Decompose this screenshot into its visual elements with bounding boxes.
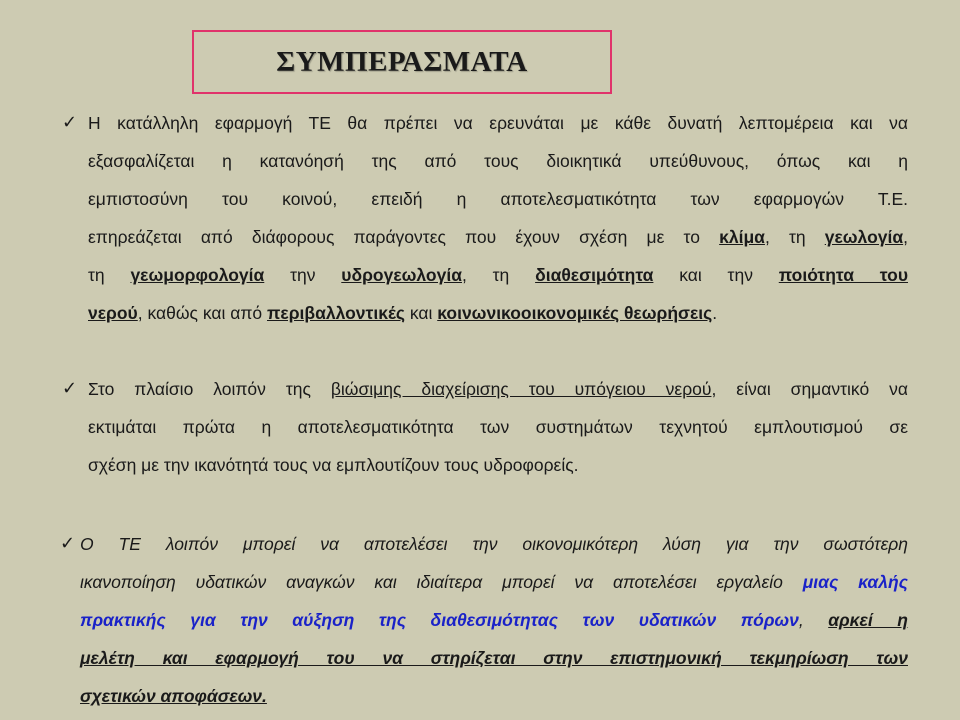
keyword-geologia: γεωλογία xyxy=(824,227,904,247)
text-line xyxy=(88,256,908,294)
checkmark-icon: ✓ xyxy=(60,533,76,554)
keyword-geomorfologia: γεωμορφολογία xyxy=(130,265,265,285)
keyword-nerou: νερού xyxy=(88,303,138,323)
text-run: , xyxy=(903,227,908,247)
emphasis-underlined: μελέτη και εφαρμογή του να στηρίζεται στην επιστημονική τεκμηρίωση των xyxy=(80,648,908,668)
bullet-2-text xyxy=(88,370,908,484)
text-line xyxy=(80,639,908,677)
keyword-perivallontikes: περιβαλλοντικές xyxy=(267,303,405,323)
text-run: , τη xyxy=(461,265,536,285)
text-run: εμπιστοσύνη του κοινού, επειδή η αποτελεσματικότητα των εφαρμογών Τ.Ε. xyxy=(88,189,908,209)
emphasis-underlined: σχετικών αποφάσεων. xyxy=(80,686,267,706)
bullet-1-text xyxy=(88,104,908,332)
text-line xyxy=(80,525,908,563)
text-run: σχέση με την ικανότητά τους να εμπλουτίζουν τους υδροφορείς. xyxy=(88,455,579,475)
text-run: Η κατάλληλη εφαρμογή ΤΕ θα πρέπει να ερευνάται με κάθε δυνατή λεπτομέρεια και να xyxy=(88,113,908,133)
text-run: , xyxy=(798,610,829,630)
keyword-diathesimotita: διαθεσιμότητα xyxy=(535,265,654,285)
text-run: . xyxy=(712,303,718,323)
text-run: , είναι σημαντικό να xyxy=(711,379,908,399)
text-line xyxy=(80,677,908,715)
text-run: και xyxy=(404,303,438,323)
title-box xyxy=(192,30,612,94)
highlight-blue: μιας καλής xyxy=(802,572,908,592)
text-run: , τη xyxy=(764,227,825,247)
keyword-koinonikooikonomikes: κοινωνικοοικονομικές θεωρήσεις xyxy=(437,303,713,323)
text-run: Στο πλαίσιο λοιπόν της xyxy=(88,379,331,399)
slide-title: ΣΥΜΠΕΡΑΣΜΑΤΑ xyxy=(276,45,528,78)
text-line xyxy=(88,446,908,484)
text-run: την xyxy=(264,265,342,285)
bullet-3-text xyxy=(80,525,908,715)
text-run: τη xyxy=(88,265,131,285)
text-line xyxy=(88,104,908,142)
text-line xyxy=(88,370,908,408)
text-run: εξασφαλίζεται η κατανόησή της από τους διοικητικά υπεύθυνους, όπως και η xyxy=(88,151,908,171)
keyword-ydrogeologia: υδρογεωλογία xyxy=(341,265,462,285)
text-line xyxy=(88,408,908,446)
text-line xyxy=(88,180,908,218)
emphasis-underlined: αρκεί η xyxy=(828,610,908,630)
highlight-blue: πρακτικής για την αύξηση της διαθεσιμότητας των υδατικών πόρων xyxy=(80,610,799,630)
text-line xyxy=(88,294,908,332)
underlined-phrase: βιώσιμης διαχείρισης του υπόγειου νερού xyxy=(330,379,712,399)
text-run: και την xyxy=(653,265,779,285)
keyword-poiotita: ποιότητα του xyxy=(778,265,909,285)
keyword-klima: κλίμα xyxy=(719,227,765,247)
text-line xyxy=(80,601,908,639)
text-run: επηρεάζεται από διάφορους παράγοντες που έχουν σχέση με το xyxy=(88,227,720,247)
checkmark-icon: ✓ xyxy=(62,378,78,399)
text-line xyxy=(88,218,908,256)
text-run: ικανοποίηση υδατικών αναγκών και ιδιαίτερα μπορεί να αποτελέσει εργαλείο xyxy=(80,572,803,592)
text-run: Ο ΤΕ λοιπόν μπορεί να αποτελέσει την οικονομικότερη λύση για την σωστότερη xyxy=(80,534,908,554)
text-run: , καθώς και από xyxy=(137,303,268,323)
text-run: εκτιμάται πρώτα η αποτελεσματικότητα των συστημάτων τεχνητού εμπλουτισμού σε xyxy=(88,417,908,437)
checkmark-icon: ✓ xyxy=(62,112,78,133)
text-line xyxy=(80,563,908,601)
text-line xyxy=(88,142,908,180)
